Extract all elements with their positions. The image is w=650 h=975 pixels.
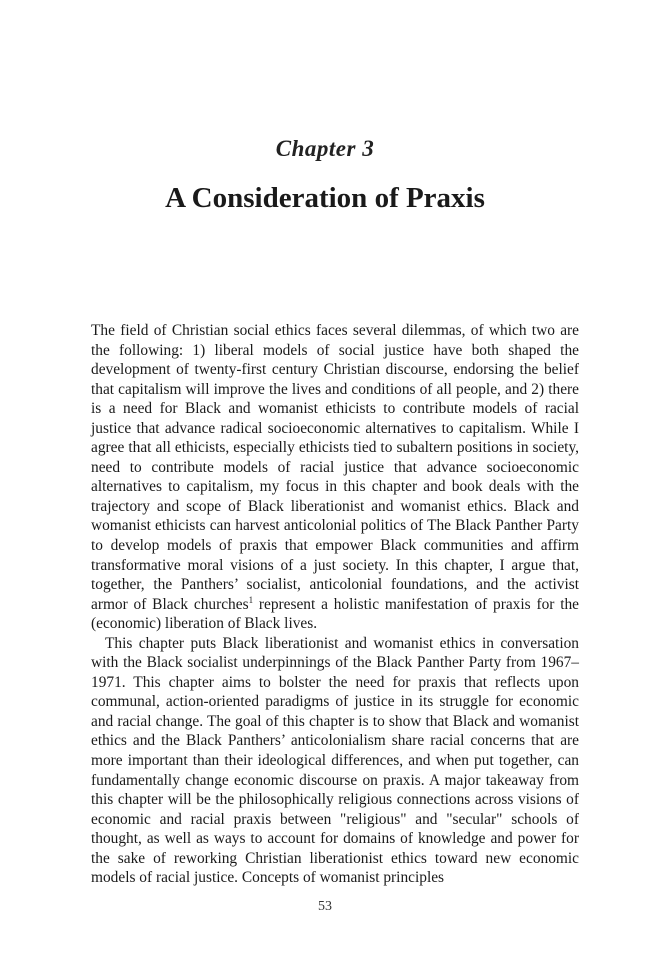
page-number: 53 <box>318 899 332 914</box>
chapter-label: Chapter 3 <box>275 136 375 161</box>
paragraph-1-text-continued: represent a holistic manifestation of praxis for the (economic) liberation of Black lives. <box>91 595 579 633</box>
paragraph-1 <box>91 321 579 634</box>
body-text <box>91 321 579 888</box>
paragraph-1-text: The field of Christian social ethics faces several dilemmas, of which two are the following: 1) liberal models of social justice have both shaped the development of twenty-first century Christian discourse, endorsing the belief that capitalism will improve the lives and conditions of all people, and 2) there is a need for Black and womanist ethicists to contribute models of racial justice that advance radical socioeconomic alternatives to capitalism. While I agree that all ethicists, especially ethicists tied to subaltern positions in society, need to contribute models of racial justice that advance socioeconomic alternatives to capitalism, my focus in this chapter and book deals with the trajectory and scope of Black liberationist and womanist ethics. Black and womanist ethicists can harvest anticolonial politics of The Black Panther Party to develop models of praxis that empower Black communities and affirm transformative moral visions of a just society. In this chapter, I argue that, together, the Panthers’ socialist, anticolonial foundations, and the activist armor of Black churches <box>91 322 579 613</box>
paragraph-2: This chapter puts Black liberationist and womanist ethics in conversation with the Black socialist underpinnings of the Black Panther Party from 1967–1971. This chapter aims to bolster the need for praxis that reflects upon communal, action-oriented paradigms of justice in its struggle for economic and racial change. The goal of this chapter is to show that Black and womanist ethics and the Black Panthers’ anticolonialism share racial concerns that are more important than their ideological differences, and when put together, can fundamentally change economic discourse on praxis. A major takeaway from this chapter will be the philosophically religious connections across visions of economic and racial praxis between "religious" and "secular" schools of thought, as well as ways to account for domains of knowledge and power for the sake of reworking Christian liberationist ethics toward new economic models of racial justice. Concepts of womanist principles <box>91 634 579 887</box>
footnote-marker[interactable]: 1 <box>248 594 254 605</box>
chapter-title: A Consideration of Praxis <box>165 182 485 214</box>
